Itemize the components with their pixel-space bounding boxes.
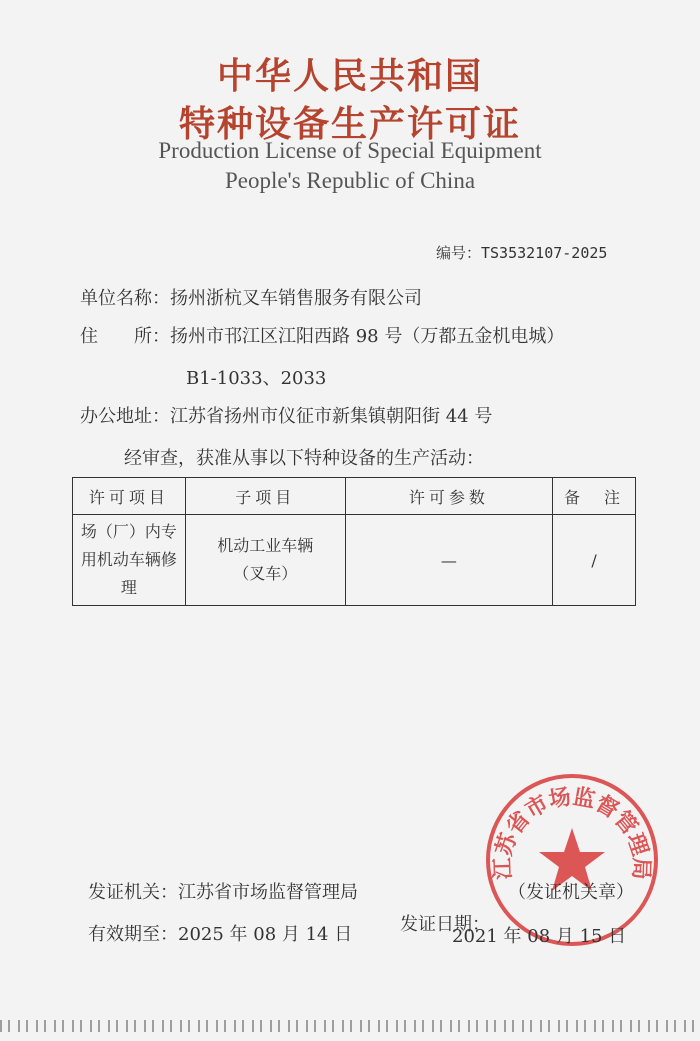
header-license-params: 许可参数 — [345, 478, 552, 515]
cell-license-params: — — [345, 515, 552, 606]
cell-sub-item: 机动工业车辆（叉车） — [185, 515, 345, 606]
address-value: 扬州市邗江区江阳西路 98 号（万都五金机电城） — [170, 326, 565, 347]
seal-note: （发证机关章） — [508, 882, 634, 903]
cell-license-item: 场（厂）内专用机动车辆修理 — [73, 515, 186, 606]
validity-row — [88, 920, 352, 946]
issue-date-label: 发证日期： — [400, 914, 490, 935]
decorative-border — [0, 1020, 700, 1032]
unit-name-row — [80, 284, 422, 310]
office-value: 江苏省扬州市仪征市新集镇朝阳街 44 号 — [170, 406, 493, 427]
validity-value: 2025 年 08 月 14 日 — [178, 924, 353, 945]
cell-remarks: / — [553, 515, 636, 606]
issuer-value: 江苏省市场监督管理局 — [178, 882, 358, 903]
address-label: 住 所： — [80, 326, 170, 347]
unit-name-label: 单位名称： — [80, 288, 170, 309]
table-header-row — [73, 478, 636, 515]
header-remarks: 备 注 — [553, 478, 636, 515]
table-row — [73, 515, 636, 606]
title-en-line2: People's Republic of China — [224, 168, 476, 193]
unit-name-value: 扬州浙杭叉车销售服务有限公司 — [170, 288, 422, 309]
issuer-row — [88, 878, 358, 904]
office-row — [80, 402, 492, 428]
office-label: 办公地址： — [80, 406, 170, 427]
header-license-item: 许可项目 — [73, 478, 186, 515]
permit-table — [72, 477, 636, 606]
address-row — [80, 322, 564, 348]
title-en-line1: Production License of Special Equipment — [158, 138, 542, 163]
serial-number: 编号：TS3532107-2025 — [436, 244, 608, 262]
issuer-label: 发证机关： — [88, 882, 178, 903]
address-line2: B1-1033、2033 — [186, 368, 327, 389]
header-sub-item: 子项目 — [185, 478, 345, 515]
issue-date-value: 2021 年 08 月 15 日 — [452, 926, 627, 947]
title-cn-line2: 特种设备生产许可证 — [178, 104, 521, 145]
seal-text: 江苏省市场监督管理局 — [490, 784, 654, 880]
title-cn-line1: 中华人民共和国 — [216, 56, 483, 97]
intro-text: 经审查，获准从事以下特种设备的生产活动： — [124, 448, 484, 469]
validity-label: 有效期至： — [88, 924, 178, 945]
